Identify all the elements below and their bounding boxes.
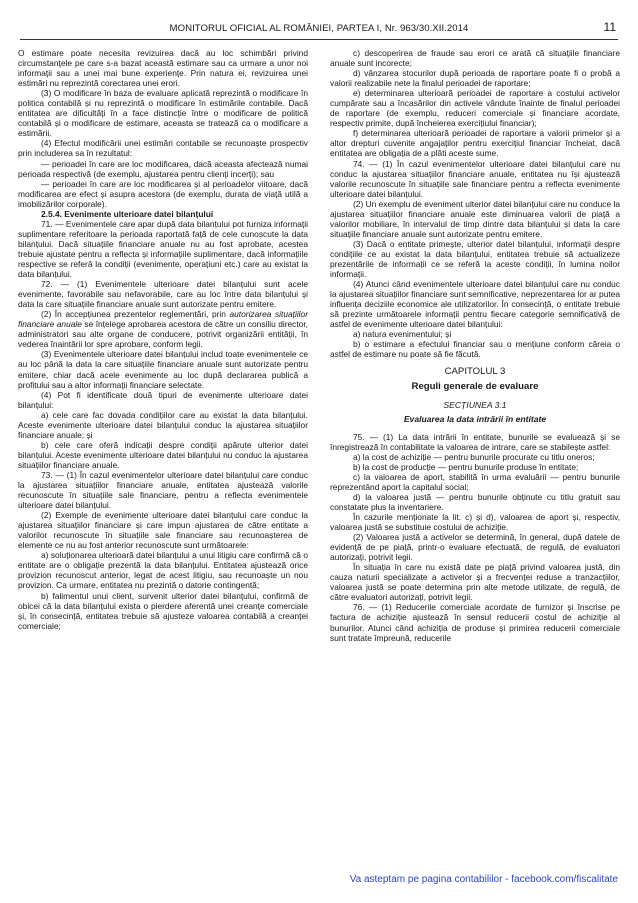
list-item: f) determinarea ulterioară perioadei de raportare a valorii primelor și a altor drepturi cuvenite angajaților pentru exercițiul financiar încheiat, dacă entitatea are obligația de a plăti aceste sume. <box>330 128 620 159</box>
paragraph: (4) Efectul modificării unei estimări contabile se recunoaște prospectiv prin includerea sa în rezultatul: <box>18 138 308 159</box>
list-item: b) o estimare a efectului financiar sau o mențiune conform căreia o astfel de estimare nu poate să fie făcută. <box>330 339 620 360</box>
list-item: e) determinarea ulterioară perioadei de raportare a costului activelor cumpărate sau a încasărilor din activele vândute înainte de finalul perioadei de raportare (de exemplu, reduceri comerciale și financiare acordate, respectiv primite, după încheierea exercițiului financiar); <box>330 88 620 129</box>
paragraph: 74. — (1) În cazul evenimentelor ulterioare datei bilanțului care nu conduc la ajustarea situațiilor financiare anuale, entitatea nu își ajustează valorile recunoscute în situațiile sale financiare pentru a reflecta evenimente ulterioare datei bilanțului. <box>330 158 620 199</box>
list-item: a) natura evenimentului; și <box>353 329 452 340</box>
text-run: se înțelege aprobarea acestora de către un consiliu director, administratori sau alte organe de conducere, potrivit organizării entității, în vederea înaintării lor spre aprobare, conform legii. <box>18 319 308 350</box>
paragraph: — perioadei în care are loc modificarea, dacă aceasta afectează numai perioada respectivă (de exemplu, ajustarea pentru clienți incerți); sau <box>18 158 308 179</box>
left-column <box>18 48 308 631</box>
paragraph <box>18 309 308 349</box>
paragraph: — perioadei în care are loc modificarea și al perioadelor viitoare, dacă modificarea are efect și asupra acestora (de exemplu, durata de viață utilă a imobilizărilor corporale). <box>18 178 308 209</box>
list-item: a) soluționarea ulterioară datei bilanțului a unui litigiu care confirmă că o entitate are o obligație prezentă la data bilanțului. Entitatea ajustează orice provizion recunoscut anterior, legat de acest litigiu, sau recunoaște un nou provizion. Ca urmare, entitatea nu prezintă o datorie contingentă; <box>18 550 308 591</box>
page-number: 11 <box>603 20 616 34</box>
paragraph: O estimare poate necesita revizuirea dacă au loc schimbări privind circumstanțele pe care s-a bazat această estimare sau ca urmare a unor noi informații sau a unei mai bune experiențe. Prin natura ei, revizuirea unei estimări nu reprezintă corectarea unei erori. <box>18 48 308 89</box>
italic-term: autorizarea situațiilor financiare anuale <box>18 309 308 330</box>
list-item: c) descoperirea de fraude sau erori ce arată că situațiile financiare anuale sunt incorecte; <box>330 48 620 69</box>
list-item: a) cele care fac dovada condițiilor care au existat la data bilanțului. Aceste evenimente ulterioare datei bilanțului conduc la ajustarea situațiilor financiare anuale; și <box>18 409 308 440</box>
text-run: (2) În accepțiunea prezentelor reglementări, prin <box>41 309 230 320</box>
right-column <box>330 48 620 643</box>
paragraph: (2) Valoarea justă a activelor se determină, în general, după datele de evidență de pe piață, printr-o evaluare efectuată, de regulă, de evaluatori autorizați, potrivit legii. <box>330 532 620 563</box>
list-item: b) falimentul unui client, survenit ulterior datei bilanțului, confirmă de obicei că la data bilanțului exista o pierdere aferentă unei creanțe comerciale și, în consecință, entitatea trebuie să ajusteze valoarea contabilă a creanței comerciale; <box>18 590 308 631</box>
list-item: c) la valoarea de aport, stabilită în urma evaluării — pentru bunurile reprezentând aport la capitalul social; <box>330 471 620 492</box>
paragraph: (3) Dacă o entitate primește, ulterior datei bilanțului, informații despre condițiile ce au existat la data bilanțului, entitatea trebuie să actualizeze prezentările de informații ce se referă la aceste condiții, în lumina noilor informații. <box>330 238 620 280</box>
paragraph: 71. — Evenimentele care apar după data bilanțului pot furniza informații suplimentare referitoare la perioada raportată față de cele cunoscute la data bilanțului. Dacă situațiile financiare anuale nu au fost aprobate, acestea trebuie ajustate pentru a reflecta și informațiile suplimentare, dacă informațiile respective se referă la condiții (evenimente, operațiuni etc.) care au existat la data bilanțului. <box>18 218 308 280</box>
paragraph: În situația în care nu există date pe piață privind valoarea justă, din cauza naturii specializate a activelor și a frecvenței reduse a tranzacțiilor, valoarea justă se poate determina prin alte metode utilizate, de regulă, de către evaluatori autorizați, potrivit legii. <box>330 562 620 603</box>
chapter-label: CAPITOLUL 3 <box>444 366 506 378</box>
paragraph: 72. — (1) Evenimentele ulterioare datei bilanțului sunt acele evenimente, favorabile sau nefavorabile, care au loc între data bilanțului și data la care situațiile financiare anuale sunt autorizate pentru emitere. <box>18 279 308 310</box>
paragraph: În cazurile menționate la lit. c) și d), valoarea de aport și, respectiv, valoarea justă se substituie costului de achiziție. <box>330 512 620 533</box>
list-item: d) vânzarea stocurilor după perioada de raportare poate fi o probă a valorii realizabile nete la finalul perioadei de raportare; <box>330 68 620 89</box>
paragraph: (3) Evenimentele ulterioare datei bilanțului includ toate evenimentele ce au loc până la data la care situațiile financiare anuale sunt autorizate pentru emitere, chiar dacă acele evenimente au loc după declararea publică a profitului sau a altor informații financiare selectate. <box>18 349 308 390</box>
page-header <box>20 20 618 44</box>
paragraph: (4) Pot fi identificate două tipuri de evenimente ulterioare datei bilanțului: <box>18 389 308 410</box>
list-item: a) la cost de achiziție — pentru bunurile procurate cu titlu oneros; <box>353 451 595 462</box>
section-label: SECȚIUNEA 3.1 <box>443 399 507 410</box>
paragraph: (3) O modificare în baza de evaluare aplicată reprezintă o modificare în politica contabilă și nu reprezintă o modificare în estimările contabile. Dacă entitatea are dificultăți în a face distincție între o modificare de politică contabilă și o modificare de estimare, aceasta se tratează ca o modificare a estimării. <box>18 88 308 139</box>
paragraph: 75. — (1) La data intrării în entitate, bunurile se evaluează și se înregistrează în contabilitate la valoarea de intrare, care se stabilește astfel: <box>330 431 620 452</box>
chapter-title: Reguli generale de evaluare <box>411 380 539 392</box>
paragraph: (4) Atunci când evenimentele ulterioare datei bilanțului care nu conduc la ajustarea situațiilor financiare sunt semnificative, neprezentarea lor ar putea influența deciziile economice ale utilizatorilor. În consecință, o entitate trebuie să prezinte următoarele informații pentru fiecare categorie semnificativă de astfel de evenimente ulterioare datei bilanțului: <box>330 279 620 330</box>
paragraph: (2) Exemple de evenimente ulterioare datei bilanțului care conduc la ajustarea situațiilor financiare și care impun ajustarea de către entitate a valorilor recunoscute în situațiile sale financiare sau recunoașterea de elemente ce nu au fost anterior recunoscute sunt următoarele: <box>18 510 308 551</box>
paragraph: (2) Un exemplu de eveniment ulterior datei bilanțului care nu conduce la ajustarea situațiilor financiare anuale este diminuarea valorii de piață a valorilor mobiliare, în intervalul de timp dintre data bilanțului și data la care situațiile financiare anuale sunt autorizate pentru emitere. <box>330 198 620 239</box>
list-item: b) cele care oferă indicații despre condiții apărute ulterior datei bilanțului. Aceste evenimente ulterioare datei bilanțului nu conduc la ajustarea situațiilor financiare anuale. <box>18 439 308 470</box>
subsection-heading: 2.5.4. Evenimente ulterioare datei bilanțului <box>41 208 214 219</box>
list-item: d) la valoarea justă — pentru bunurile obținute cu titlu gratuit sau constatate plus la inventariere. <box>330 491 620 512</box>
journal-title: MONITORUL OFICIAL AL ROMÂNIEI, PARTEA I, Nr. 963/30.XII.2014 <box>169 23 469 34</box>
list-item: b) la cost de producție — pentru bunurile produse în entitate; <box>353 461 579 472</box>
header-divider <box>20 39 618 40</box>
paragraph: 76. — (1) Reducerile comerciale acordate de furnizor și înscrise pe factura de achiziție ajustează în sensul reducerii costul de achiziție al bunurilor. Atunci când achiziția de produse și primirea reducerii comerciale sunt tratate împreună, reducerile <box>330 602 620 643</box>
footer-link[interactable]: Va asteptam pe pagina contabililor - facebook.com/fiscalitate <box>349 874 618 885</box>
paragraph: 73. — (1) În cazul evenimentelor ulterioare datei bilanțului care conduc la ajustarea situațiilor financiare anuale, entitatea ajustează valorile recunoscute în situațiile sale financiare, pentru a reflecta evenimentele ulterioare datei bilanțului. <box>18 469 308 511</box>
section-title: Evaluarea la data intrării în entitate <box>403 413 547 424</box>
